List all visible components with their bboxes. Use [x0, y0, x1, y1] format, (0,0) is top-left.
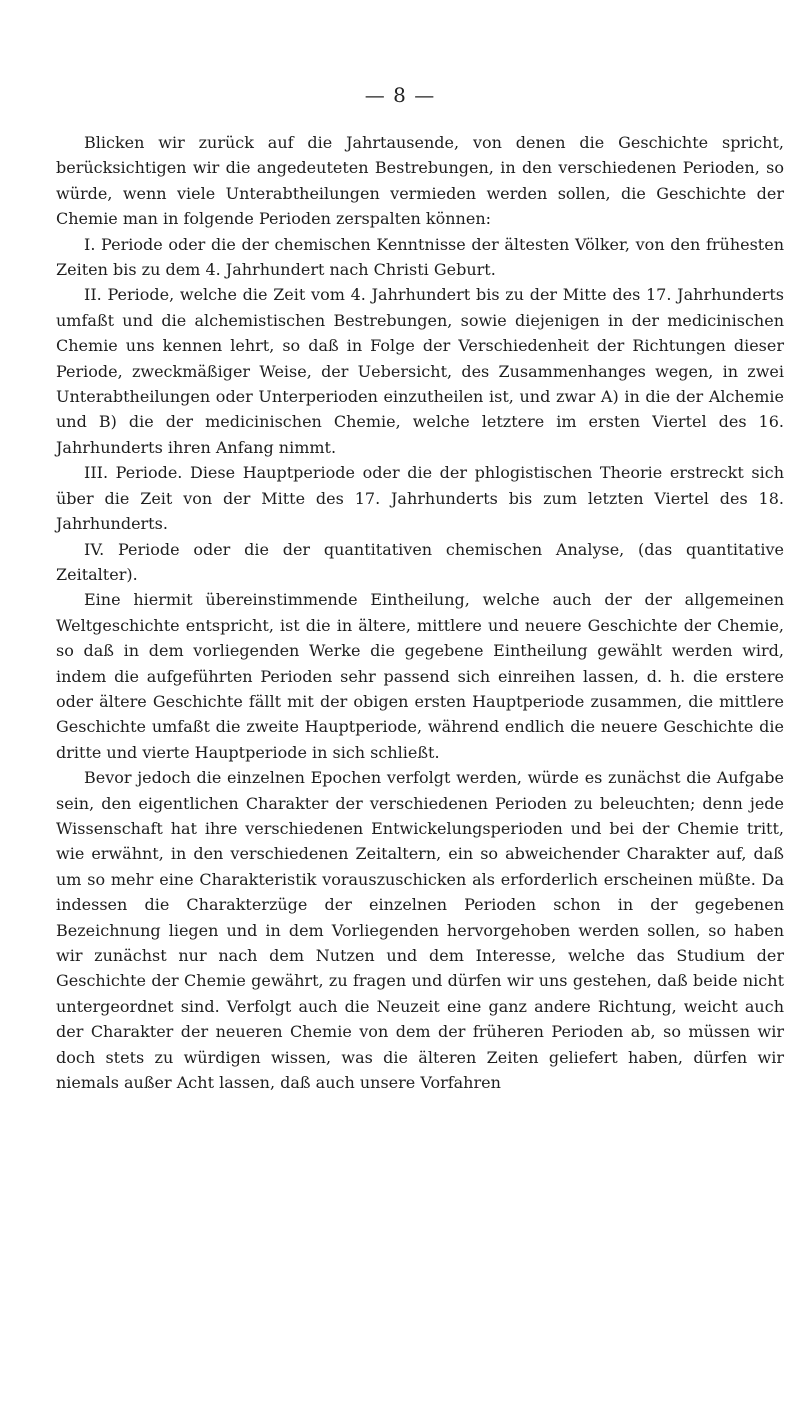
period-one-paragraph: I. Periode oder die der chemischen Kenntnisse der ältesten Völker, von den frühesten Zeiten bis zu dem 4. Jahrhundert nach Christi Geburt.: [56, 234, 784, 280]
period-two-paragraph: II. Periode, welche die Zeit vom 4. Jahrhundert bis zu der Mitte des 17. Jahrhunderts umfaßt und die alchemistischen Bestrebungen, sowie diejenigen in der medicinischen Chemie uns kennen lehrt, so daß in Folge der Verschiedenheit der Richtungen dieser Periode, zweckmäßiger Weise, der Uebersicht, des Zusammenhanges wegen, in zwei Unterabtheilungen oder Unterperioden einzutheilen ist, und zwar A) in die der Alchemie und B) die der medicinischen Chemie, welche letztere im ersten Viertel des 16. Jahrhunderts ihren Anfang nimmt.: [56, 285, 784, 457]
character-paragraph: Bevor jedoch die einzelnen Epochen verfolgt werden, würde es zunächst die Aufgabe sein, den eigentlichen Charakter der verschiedenen Perioden zu beleuchten; denn jede Wissenschaft hat ihre verschiedenen Entwickelungsperioden und bei der Chemie tritt, wie erwähnt, in den verschiedenen Zeitaltern, ein so abweichender Charakter auf, daß um so mehr eine Charakteristik vorauszuschicken als erforderlich erscheinen müßte. Da indessen die Charakterzüge der einzelnen Perioden schon in der gegebenen Bezeichnung liegen und in dem Vorliegenden hervorgehoben werden sollen, so haben wir zunächst nur nach dem Nutzen und dem Interesse, welche das Studium der Geschichte der Chemie gewährt, zu fragen und dürfen wir uns gestehen, daß beide nicht untergeordnet sind. Verfolgt auch die Neuzeit eine ganz andere Richtung, weicht auch der Charakter der neueren Chemie von dem der früheren Perioden ab, so müssen wir doch stets zu würdigen wissen, was die älteren Zeiten geliefert haben, dürfen wir niemals außer Acht lassen, daß auch unsere Vorfahren: [56, 768, 784, 1093]
intro-paragraph: Blicken wir zurück auf die Jahrtausende, von denen die Geschichte spricht, berücksichtigen wir die angedeuteten Bestrebungen, in den verschiedenen Perioden, so würde, wenn viele Unterabtheilungen vermieden werden sollen, die Geschichte der Chemie man in folgende Perioden zerspalten können:: [56, 133, 784, 229]
classification-paragraph: Eine hiermit übereinstimmende Eintheilung, welche auch der der allgemeinen Weltgeschichte entspricht, ist die in ältere, mittlere und neuere Geschichte der Chemie, so daß in dem vorliegenden Werke die gegebene Eintheilung gewählt werden wird, indem die aufgeführten Perioden sehr passend sich einreihen lassen, d. h. die erstere oder ältere Geschichte fällt mit der obigen ersten Hauptperiode zusammen, die mittlere Geschichte umfaßt die zweite Hauptperiode, während endlich die neuere Geschichte die dritte und vierte Hauptperiode in sich schließt.: [56, 590, 784, 762]
page-number: — 8 —: [364, 83, 436, 107]
body-text: [56, 130, 784, 1095]
period-four-paragraph: IV. Periode oder die der quantitativen chemischen Analyse, (das quantitative Zeitalter).: [56, 539, 784, 584]
period-three-paragraph: III. Periode. Diese Hauptperiode oder die der phlogistischen Theorie erstreckt sich über die Zeit von der Mitte des 17. Jahrhunderts bis zum letzten Viertel des 18. Jahrhunderts.: [56, 463, 784, 534]
